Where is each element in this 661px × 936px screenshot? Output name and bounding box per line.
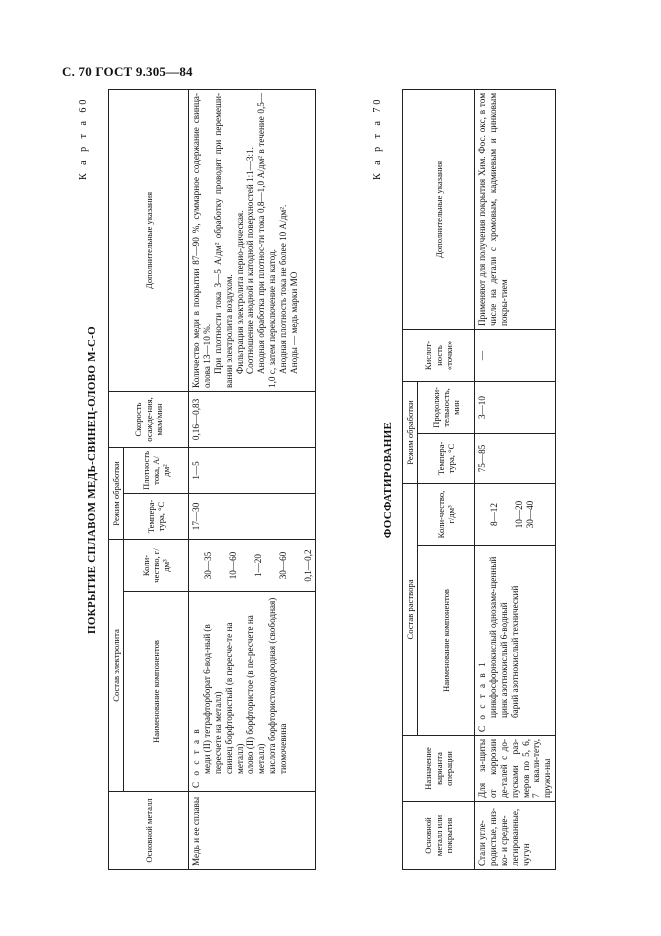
karta-70: К а р т а 70 [372, 96, 383, 180]
amount-value: 1—20 [252, 554, 263, 577]
amount-value: 8—12 [489, 503, 500, 526]
header-base-metal: Основной металл или покрытия [403, 802, 475, 870]
temp-cell: 75—85 [475, 434, 556, 484]
components-cell [189, 592, 316, 792]
page-header: С. 70 ГОСТ 9.305—84 [62, 64, 193, 79]
header-duration: Продолжи-тельность, мин [418, 381, 475, 433]
density-cell: 1—5 [189, 447, 316, 493]
component-item: цинкфосфорнокислый однозаме-щенный [488, 556, 498, 718]
notes-cell: Применяют для получения покрытия Хим. Фос. окс, в том числе на детали с хромовым, кадмиевым и цинковым покры-тием [475, 89, 556, 329]
karta-60: К а р т а 60 [78, 96, 89, 180]
header-mode: Режим обработки [109, 447, 124, 539]
header-components: Наименование компонентов [124, 592, 189, 792]
composition-label: С о с т а в 1 [477, 660, 488, 732]
header-base-metal: Основной металл [109, 792, 189, 870]
header-speed: Скорость осажде-ния, мкм/мин [109, 391, 189, 447]
section2-title: ФОСФАТИРОВАНИЕ [382, 421, 394, 539]
header-solution: Состав раствора [403, 484, 418, 736]
header-temp: Темпера-тура, °С [124, 493, 189, 539]
component-item: тиомочевина [278, 723, 289, 774]
amount-value: 0,1—0,2 [302, 549, 313, 582]
header-components: Наименование компонентов [418, 546, 475, 736]
table-row [189, 89, 316, 869]
notes-cell [189, 89, 316, 391]
note-line: При плотности тока 3—5 А/дм² обработку проводят при перемеши-вании электролита воздухом. [212, 92, 234, 388]
note-line: Количество меди в покрытии 87—90 %, суммарное содержание свинца-олова 13—10 %. [191, 92, 212, 388]
header-amount: Коли-чество, г/дм³ [418, 484, 475, 546]
amount-value: 30—35 [203, 551, 214, 580]
header-acidity: Кислот-ность «точки» [403, 329, 475, 381]
amount-value: 10—20 [514, 500, 524, 529]
rotated-content [80, 90, 590, 870]
section1-title: ПОКРЫТИЕ СПЛАВОМ МЕДЬ-СВИНЕЦ-ОЛОВО М-С-О [86, 325, 98, 635]
note-line: Соотношение анодной и катодной поверхностей 1:1—3:1. [245, 147, 256, 374]
header-density: Плотность тока, А/дм² [124, 447, 189, 493]
note-line: Анодная обработка при плотнос-ти тока 0,8—1,0 А/дм² в течение 0,5—1,0 с, затем переключение на катод. [256, 92, 278, 388]
amount-value: 10—60 [228, 551, 238, 580]
note-line: Фильтрация электролита перио-дическая. [234, 210, 245, 374]
table-karta-60 [108, 89, 316, 870]
table-karta-70 [402, 89, 556, 870]
header-amount: Коли-чество, г/дм³ [124, 539, 189, 591]
component-item: кислота борфтористоводородная (свободная) [267, 597, 278, 774]
amounts-cell [475, 484, 556, 546]
amount-value: 30—40 [524, 500, 535, 529]
base-metal-cell: Медь и ее сплавы [189, 792, 316, 870]
component-item: олово (II) борфтористое (в пе-ресчете на металл) [245, 615, 267, 774]
composition-label: С о с т а в [191, 727, 202, 788]
purpose-cell: Для за-щиты от коррозии де-талей с до-пусками раз-меров по 5, 6, 7 квали-тету, пружи-ны [475, 736, 556, 802]
amounts-cell [189, 539, 316, 591]
component-item: барий азотнокислый технический [509, 585, 520, 718]
base-metal-cell: Стали угле-родистые, низ-ко- и средне-легированные, чугун [475, 802, 556, 870]
note-line: Аноды — медь марки МО [288, 271, 299, 374]
acidity-cell: — [475, 329, 556, 381]
note-line: Анодная плотность тока не более 10 А/дм². [278, 204, 289, 374]
component-item: свинец борфтористый (в пересче-те на металл) [223, 622, 245, 774]
speed-cell: 0,16—0,83 [189, 391, 316, 447]
amount-value: 30—60 [277, 551, 288, 580]
header-electrolyte: Состав электролита [109, 539, 124, 791]
table-row [475, 89, 556, 869]
header-mode: Режим обработки [403, 381, 418, 483]
component-item: меди (II) тетрафторборат 6-вод-ный (в пересчете на металл) [202, 624, 223, 774]
components-cell [475, 546, 556, 736]
header-notes: Дополнительные указания [109, 89, 189, 391]
duration-cell: 3—10 [475, 381, 556, 433]
component-item: цинк азотнокислый 6-водный [498, 602, 509, 718]
temp-cell: 17—30 [189, 493, 316, 539]
header-purpose: Назначение варианта операции [403, 736, 475, 802]
header-temp: Темпера-тура, °С [418, 434, 475, 484]
header-notes: Дополнительные указания [403, 89, 475, 329]
